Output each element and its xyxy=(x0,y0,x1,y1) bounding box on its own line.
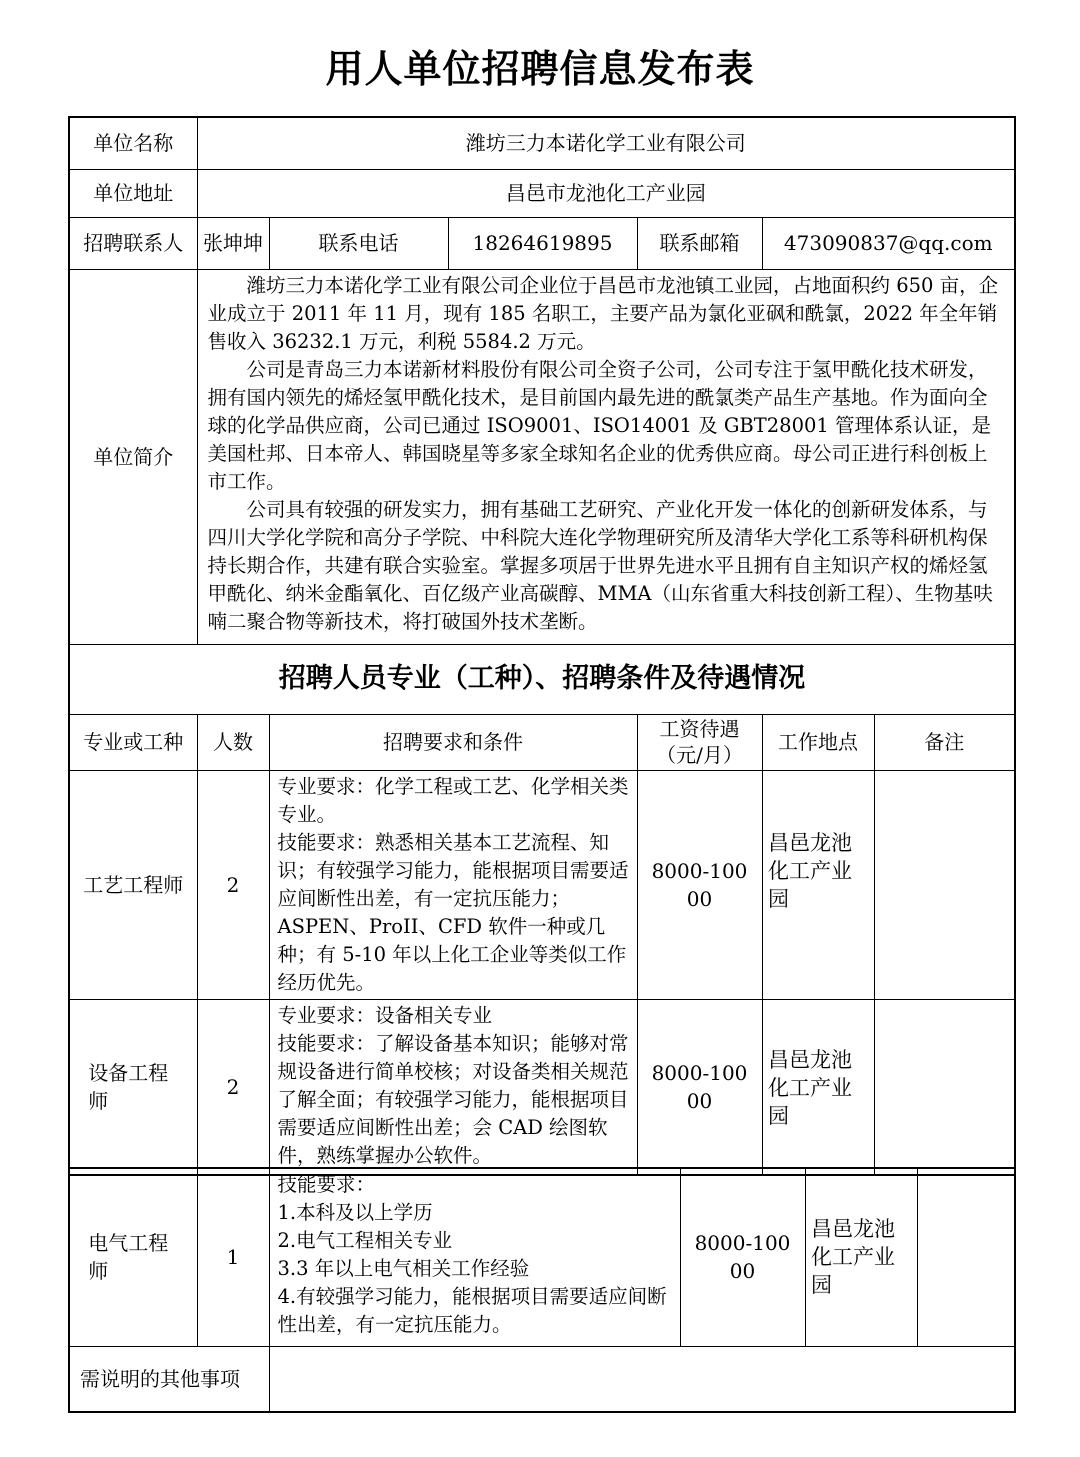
other-notes-label: 需说明的其他事项 xyxy=(69,1346,269,1412)
job-location-value: 昌邑龙池化工产业园 xyxy=(768,830,852,911)
requirement-line: 技能要求： xyxy=(277,1173,376,1196)
name-label: 单位名称 xyxy=(69,117,197,169)
requirement-line: 技能要求：熟悉相关基本工艺流程、知识；有较强学习能力，能根据项目需要适应间断性出差，有一定抗压能力；ASPEN、ProII、CFD 软件一种或几种；有 5-10 年以上化工企业等类似工作经历优先。 xyxy=(277,830,629,994)
requirement-line: 3.3 年以上电气相关工作经验 xyxy=(277,1257,530,1280)
requirement-line: 1.本科及以上学历 xyxy=(277,1201,433,1224)
recruitment-table xyxy=(68,116,1016,1176)
col-location: 工作地点 xyxy=(762,714,874,770)
job-title xyxy=(69,999,197,1175)
col-count: 人数 xyxy=(197,714,269,770)
table-row xyxy=(69,770,1015,999)
col-major: 专业或工种 xyxy=(69,714,197,770)
job-salary-value: 8000-10000 xyxy=(651,858,748,911)
email-label: 联系邮箱 xyxy=(637,217,762,269)
job-title-value: 设备工程师 xyxy=(88,1060,169,1113)
job-salary xyxy=(637,770,762,999)
row-other-notes xyxy=(69,1346,1015,1412)
job-title-value: 电气工程师 xyxy=(88,1231,169,1284)
phone-label: 联系电话 xyxy=(269,217,448,269)
intro-text xyxy=(197,269,1015,644)
intro-paragraph: 公司是青岛三力本诺新材料股份有限公司全资子公司，公司专注于氢甲酰化技术研发，拥有国内领先的烯烃氢甲酰化技术，是目前国内最先进的酰氯类产品生产基地。作为面向全球的化学品供应商，公司已通过 ISO9001、ISO14001 及 GBT28001 管理体系认证，是美国杜邦、日本帝人、韩国晓星等多家全球知名企业的优秀供应商。母公司正进行科创板上市工作。 xyxy=(207,357,991,493)
job-remarks xyxy=(874,770,1015,999)
job-count: 2 xyxy=(197,770,269,999)
section-title: 招聘人员专业（工种）、招聘条件及待遇情况 xyxy=(69,644,1015,714)
job-remarks xyxy=(874,999,1015,1175)
job-title: 工艺工程师 xyxy=(69,770,197,999)
email-value: 473090837@qq.com xyxy=(762,217,1015,269)
address-value: 昌邑市龙池化工产业园 xyxy=(197,169,1015,217)
requirement-line: 2.电气工程相关专业 xyxy=(277,1229,453,1252)
table-row xyxy=(69,999,1015,1175)
contact-label: 招聘联系人 xyxy=(69,217,197,269)
job-location xyxy=(762,999,874,1175)
job-location xyxy=(762,770,874,999)
table-header-row xyxy=(69,714,1015,770)
recruitment-table-continued xyxy=(68,1167,1016,1413)
job-salary xyxy=(637,999,762,1175)
table-row xyxy=(69,1168,1015,1346)
job-salary xyxy=(680,1168,805,1346)
row-name xyxy=(69,117,1015,169)
row-section-title xyxy=(69,644,1015,714)
job-location-value: 昌邑龙池化工产业园 xyxy=(811,1217,895,1297)
job-salary-value: 8000-10000 xyxy=(694,1231,791,1284)
intro-paragraph: 公司具有较强的研发实力，拥有基础工艺研究、产业化开发一体化的创新研发体系，与四川大学化学院和高分子学院、中科院大连化学物理研究所及清华大学化工系等科研机构保持长期合作，共建有联合实验室。掌握多项居于世界先进水平且拥有自主知识产权的烯烃氢甲酰化、纳米金酯氧化、百亿级产业高碳醇、MMA（山东省重大科技创新工程）、生物基呋喃二聚合物等新技术，将打破国外技术垄断。 xyxy=(207,497,993,633)
row-address xyxy=(69,169,1015,217)
job-count: 1 xyxy=(197,1168,269,1346)
requirement-line: 专业要求：设备相关专业 xyxy=(277,1003,493,1027)
requirement-line: 技能要求：了解设备基本知识；能够对常规设备进行简单校核；对设备类相关规范了解全面；有较强学习能力，能根据项目需要适应间断性出差；会 CAD 绘图软件，熟练掌握办公软件。 xyxy=(277,1031,629,1167)
job-count: 2 xyxy=(197,999,269,1175)
requirement-line: 4.有较强学习能力，能根据项目需要适应间断性出差，有一定抗压能力。 xyxy=(277,1285,667,1336)
row-contact xyxy=(69,217,1015,269)
job-requirements xyxy=(269,1168,680,1346)
col-remarks: 备注 xyxy=(874,714,1015,770)
job-title xyxy=(69,1168,197,1346)
other-notes-value xyxy=(269,1346,1015,1412)
intro-label: 单位简介 xyxy=(69,269,197,644)
requirement-line: 专业要求：化学工程或工艺、化学相关类专业。 xyxy=(277,774,629,826)
address-label: 单位地址 xyxy=(69,169,197,217)
intro-paragraph: 潍坊三力本诺化学工业有限公司企业位于昌邑市龙池镇工业园，占地面积约 650 亩，企业成立于 2011 年 11 月，现有 185 名职工，主要产品为氯化亚砜和酰氯，2022 年全年销售收入 36232.1 万元，利税 5584.2 万元。 xyxy=(207,273,999,353)
job-location xyxy=(805,1168,917,1346)
job-requirements xyxy=(269,770,637,999)
contact-value: 张坤坤 xyxy=(197,217,269,269)
row-intro xyxy=(69,269,1015,644)
job-location-value: 昌邑龙池化工产业园 xyxy=(768,1047,852,1128)
job-requirements xyxy=(269,999,637,1175)
name-value: 潍坊三力本诺化学工业有限公司 xyxy=(197,117,1015,169)
job-salary-value: 8000-10000 xyxy=(651,1060,748,1113)
col-requirements: 招聘要求和条件 xyxy=(269,714,637,770)
col-salary: 工资待遇（元/月） xyxy=(637,714,762,770)
phone-value: 18264619895 xyxy=(448,217,637,269)
page-title: 用人单位招聘信息发布表 xyxy=(325,47,755,91)
job-remarks xyxy=(917,1168,1015,1346)
